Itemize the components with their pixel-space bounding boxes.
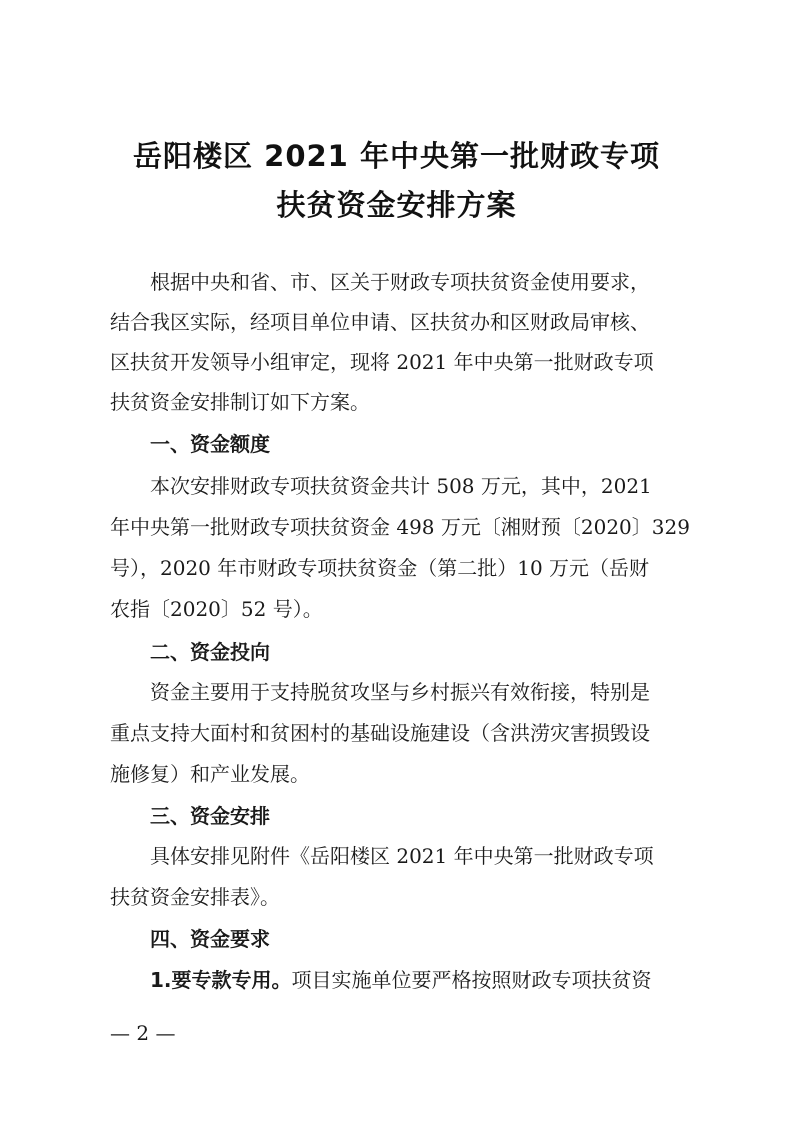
page-number: — 2 — xyxy=(110,1021,176,1045)
document-title-line-1: 岳阳楼区 2021 年中央第一批财政专项 xyxy=(133,139,660,173)
section-4-item-1-lead: 1.要专款专用。 xyxy=(150,968,292,992)
section-1-line-2: 年中央第一批财政专项扶贫资金 498 万元〔湘财预〔2020〕329 xyxy=(110,515,690,539)
section-2-line-2: 重点支持大面村和贫困村的基础设施建设（含洪涝灾害损毁设 xyxy=(110,721,650,745)
section-3-line-1: 具体安排见附件《岳阳楼区 2021 年中央第一批财政专项 xyxy=(150,844,654,868)
intro-line-4: 扶贫资金安排制订如下方案。 xyxy=(110,390,370,414)
intro-line-3: 区扶贫开发领导小组审定，现将 2021 年中央第一批财政专项 xyxy=(110,350,654,374)
section-2-heading: 二、资金投向 xyxy=(150,640,270,664)
section-3-line-2: 扶贫资金安排表》。 xyxy=(110,885,280,909)
section-2-line-3: 施修复）和产业发展。 xyxy=(110,762,310,786)
intro-line-2: 结合我区实际，经项目单位申请、区扶贫办和区财政局审核、 xyxy=(110,310,650,334)
section-4-item-1 xyxy=(150,960,652,1000)
intro-line-1: 根据中央和省、市、区关于财政专项扶贫资金使用要求， xyxy=(150,270,650,294)
section-4-item-1-text: 项目实施单位要严格按照财政专项扶贫资 xyxy=(291,968,652,992)
section-1-line-1: 本次安排财政专项扶贫资金共计 508 万元，其中，2021 xyxy=(150,474,652,498)
section-1-line-3: 号），2020 年市财政专项扶贫资金（第二批）10 万元（岳财 xyxy=(110,556,650,580)
section-4-heading: 四、资金要求 xyxy=(150,927,270,951)
section-2-line-1: 资金主要用于支持脱贫攻坚与乡村振兴有效衔接，特别是 xyxy=(150,680,650,704)
section-1-heading: 一、资金额度 xyxy=(150,432,270,456)
document-title-line-2: 扶贫资金安排方案 xyxy=(276,188,517,222)
section-3-heading: 三、资金安排 xyxy=(150,804,270,828)
section-1-line-4: 农指〔2020〕52 号）。 xyxy=(110,597,323,621)
